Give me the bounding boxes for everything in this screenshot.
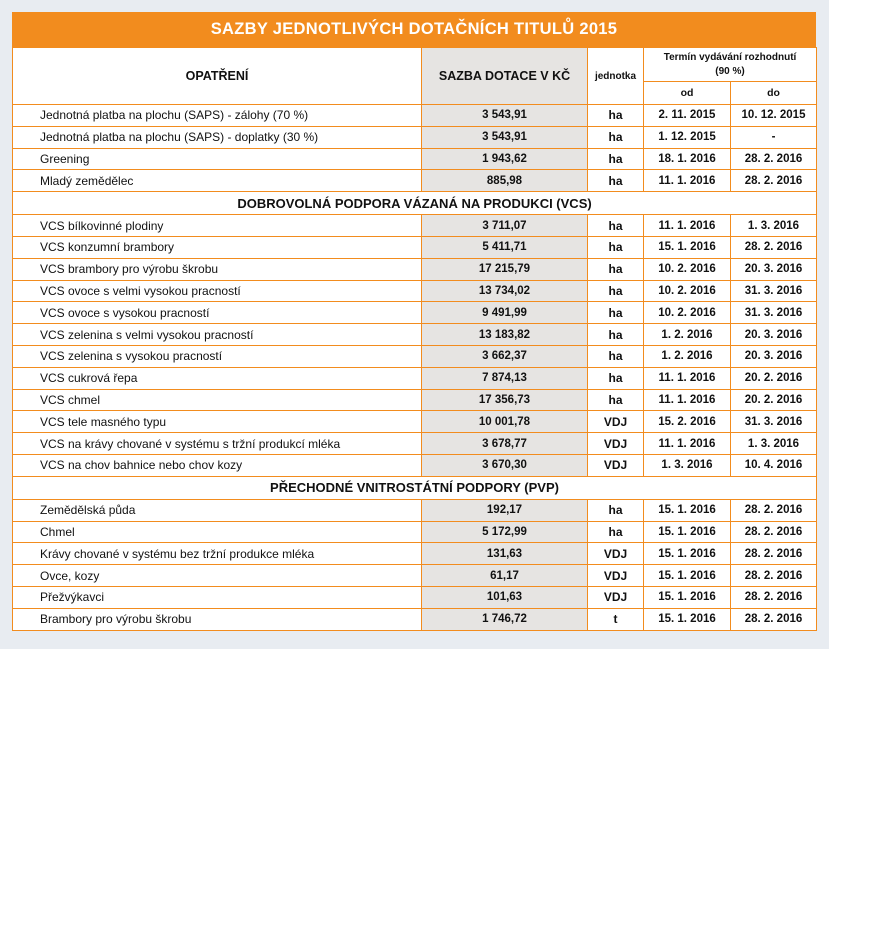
rate-cell: 101,63: [422, 586, 588, 608]
unit-cell: ha: [588, 324, 644, 346]
measure-cell: Přežvýkavci: [13, 586, 422, 608]
from-date-cell: 15. 2. 2016: [644, 411, 731, 433]
unit-cell: VDJ: [588, 586, 644, 608]
from-date-cell: 1. 2. 2016: [644, 345, 731, 367]
header-term-line1: Termín vydávání rozhodnutí: [663, 51, 797, 63]
header-from: od: [644, 82, 731, 105]
rate-cell: 1 943,62: [422, 148, 588, 170]
table-row: [13, 215, 817, 237]
unit-cell: VDJ: [588, 411, 644, 433]
from-date-cell: 10. 2. 2016: [644, 280, 731, 302]
rate-cell: 9 491,99: [422, 302, 588, 324]
rate-cell: 192,17: [422, 499, 588, 521]
table-row: [13, 170, 817, 192]
to-date-cell: 1. 3. 2016: [731, 433, 817, 455]
to-date-cell: 20. 2. 2016: [731, 389, 817, 411]
to-date-cell: 28. 2. 2016: [731, 521, 817, 543]
table-row: [13, 258, 817, 280]
table-row: [13, 433, 817, 455]
unit-cell: ha: [588, 170, 644, 192]
to-date-cell: 10. 12. 2015: [731, 105, 817, 127]
table-row: [13, 345, 817, 367]
header-rate: SAZBA DOTACE V KČ: [422, 48, 588, 105]
measure-cell: VCS na chov bahnice nebo chov kozy: [13, 454, 422, 476]
table-row: [13, 543, 817, 565]
header-to: do: [731, 82, 817, 105]
unit-cell: ha: [588, 521, 644, 543]
to-date-cell: 20. 3. 2016: [731, 258, 817, 280]
table-row: [13, 389, 817, 411]
measure-cell: VCS zelenina s vysokou pracností: [13, 345, 422, 367]
measure-cell: Ovce, kozy: [13, 565, 422, 587]
rate-cell: 3 678,77: [422, 433, 588, 455]
header-unit: jednotka: [588, 48, 644, 105]
to-date-cell: 20. 3. 2016: [731, 324, 817, 346]
measure-cell: Zemědělská půda: [13, 499, 422, 521]
measure-cell: Mladý zemědělec: [13, 170, 422, 192]
rate-cell: 13 183,82: [422, 324, 588, 346]
to-date-cell: 28. 2. 2016: [731, 236, 817, 258]
to-date-cell: 28. 2. 2016: [731, 543, 817, 565]
from-date-cell: 15. 1. 2016: [644, 586, 731, 608]
unit-cell: ha: [588, 280, 644, 302]
table-title: SAZBY JEDNOTLIVÝCH DOTAČNÍCH TITULŮ 2015: [12, 12, 816, 47]
unit-cell: VDJ: [588, 543, 644, 565]
table-row: [13, 586, 817, 608]
to-date-cell: 20. 2. 2016: [731, 367, 817, 389]
measure-cell: VCS chmel: [13, 389, 422, 411]
table-row: [13, 236, 817, 258]
section-row: [13, 192, 817, 215]
table-row: [13, 280, 817, 302]
table-row: [13, 148, 817, 170]
rate-cell: 1 746,72: [422, 608, 588, 630]
measure-cell: VCS na krávy chované v systému s tržní produkcí mléka: [13, 433, 422, 455]
rate-cell: 3 543,91: [422, 126, 588, 148]
rate-cell: 61,17: [422, 565, 588, 587]
from-date-cell: 11. 1. 2016: [644, 433, 731, 455]
measure-cell: Greening: [13, 148, 422, 170]
table-body: [13, 105, 817, 631]
from-date-cell: 1. 12. 2015: [644, 126, 731, 148]
from-date-cell: 10. 2. 2016: [644, 258, 731, 280]
unit-cell: ha: [588, 236, 644, 258]
section-title: PŘECHODNÉ VNITROSTÁTNÍ PODPORY (PVP): [13, 476, 817, 499]
to-date-cell: 28. 2. 2016: [731, 148, 817, 170]
measure-cell: Brambory pro výrobu škrobu: [13, 608, 422, 630]
from-date-cell: 10. 2. 2016: [644, 302, 731, 324]
measure-cell: Jednotná platba na plochu (SAPS) - zálohy (70 %): [13, 105, 422, 127]
measure-cell: Krávy chované v systému bez tržní produkce mléka: [13, 543, 422, 565]
from-date-cell: 11. 1. 2016: [644, 389, 731, 411]
unit-cell: ha: [588, 215, 644, 237]
rate-cell: 131,63: [422, 543, 588, 565]
from-date-cell: 11. 1. 2016: [644, 367, 731, 389]
from-date-cell: 1. 2. 2016: [644, 324, 731, 346]
rate-cell: 885,98: [422, 170, 588, 192]
unit-cell: ha: [588, 345, 644, 367]
unit-cell: ha: [588, 105, 644, 127]
table-row: [13, 521, 817, 543]
measure-cell: VCS bílkovinné plodiny: [13, 215, 422, 237]
to-date-cell: 28. 2. 2016: [731, 499, 817, 521]
to-date-cell: -: [731, 126, 817, 148]
to-date-cell: 28. 2. 2016: [731, 608, 817, 630]
to-date-cell: 28. 2. 2016: [731, 565, 817, 587]
rate-cell: 5 411,71: [422, 236, 588, 258]
to-date-cell: 1. 3. 2016: [731, 215, 817, 237]
header-term: [644, 48, 817, 82]
measure-cell: VCS ovoce s velmi vysokou pracností: [13, 280, 422, 302]
unit-cell: ha: [588, 258, 644, 280]
table-row: [13, 367, 817, 389]
from-date-cell: 15. 1. 2016: [644, 236, 731, 258]
unit-cell: ha: [588, 126, 644, 148]
rate-cell: 3 662,37: [422, 345, 588, 367]
measure-cell: VCS brambory pro výrobu škrobu: [13, 258, 422, 280]
rate-cell: 7 874,13: [422, 367, 588, 389]
unit-cell: ha: [588, 389, 644, 411]
table-row: [13, 608, 817, 630]
unit-cell: ha: [588, 367, 644, 389]
header-term-line2: (90 %): [715, 65, 745, 77]
rate-cell: 3 711,07: [422, 215, 588, 237]
to-date-cell: 31. 3. 2016: [731, 411, 817, 433]
from-date-cell: 15. 1. 2016: [644, 543, 731, 565]
from-date-cell: 1. 3. 2016: [644, 454, 731, 476]
table-row: [13, 105, 817, 127]
unit-cell: t: [588, 608, 644, 630]
to-date-cell: 31. 3. 2016: [731, 302, 817, 324]
rate-cell: 17 356,73: [422, 389, 588, 411]
rate-cell: 13 734,02: [422, 280, 588, 302]
from-date-cell: 11. 1. 2016: [644, 170, 731, 192]
from-date-cell: 15. 1. 2016: [644, 608, 731, 630]
table-row: [13, 302, 817, 324]
measure-cell: Jednotná platba na plochu (SAPS) - doplatky (30 %): [13, 126, 422, 148]
unit-cell: VDJ: [588, 433, 644, 455]
rate-cell: 3 543,91: [422, 105, 588, 127]
header-measure: OPATŘENÍ: [13, 48, 422, 105]
measure-cell: VCS ovoce s vysokou pracností: [13, 302, 422, 324]
from-date-cell: 15. 1. 2016: [644, 499, 731, 521]
from-date-cell: 18. 1. 2016: [644, 148, 731, 170]
to-date-cell: 31. 3. 2016: [731, 280, 817, 302]
to-date-cell: 10. 4. 2016: [731, 454, 817, 476]
measure-cell: Chmel: [13, 521, 422, 543]
rate-cell: 10 001,78: [422, 411, 588, 433]
table-row: [13, 454, 817, 476]
rate-cell: 3 670,30: [422, 454, 588, 476]
to-date-cell: 20. 3. 2016: [731, 345, 817, 367]
unit-cell: ha: [588, 499, 644, 521]
rates-panel: [12, 12, 816, 631]
rate-cell: 17 215,79: [422, 258, 588, 280]
table-row: [13, 565, 817, 587]
to-date-cell: 28. 2. 2016: [731, 586, 817, 608]
from-date-cell: 15. 1. 2016: [644, 565, 731, 587]
unit-cell: ha: [588, 302, 644, 324]
section-row: [13, 476, 817, 499]
table-row: [13, 499, 817, 521]
table-row: [13, 324, 817, 346]
unit-cell: VDJ: [588, 565, 644, 587]
from-date-cell: 11. 1. 2016: [644, 215, 731, 237]
measure-cell: VCS cukrová řepa: [13, 367, 422, 389]
table-row: [13, 126, 817, 148]
unit-cell: ha: [588, 148, 644, 170]
measure-cell: VCS zelenina s velmi vysokou pracností: [13, 324, 422, 346]
section-title: DOBROVOLNÁ PODPORA VÁZANÁ NA PRODUKCI (VCS): [13, 192, 817, 215]
unit-cell: VDJ: [588, 454, 644, 476]
table-row: [13, 411, 817, 433]
from-date-cell: 2. 11. 2015: [644, 105, 731, 127]
measure-cell: VCS tele masného typu: [13, 411, 422, 433]
measure-cell: VCS konzumní brambory: [13, 236, 422, 258]
from-date-cell: 15. 1. 2016: [644, 521, 731, 543]
rates-table: [12, 47, 817, 631]
to-date-cell: 28. 2. 2016: [731, 170, 817, 192]
rate-cell: 5 172,99: [422, 521, 588, 543]
